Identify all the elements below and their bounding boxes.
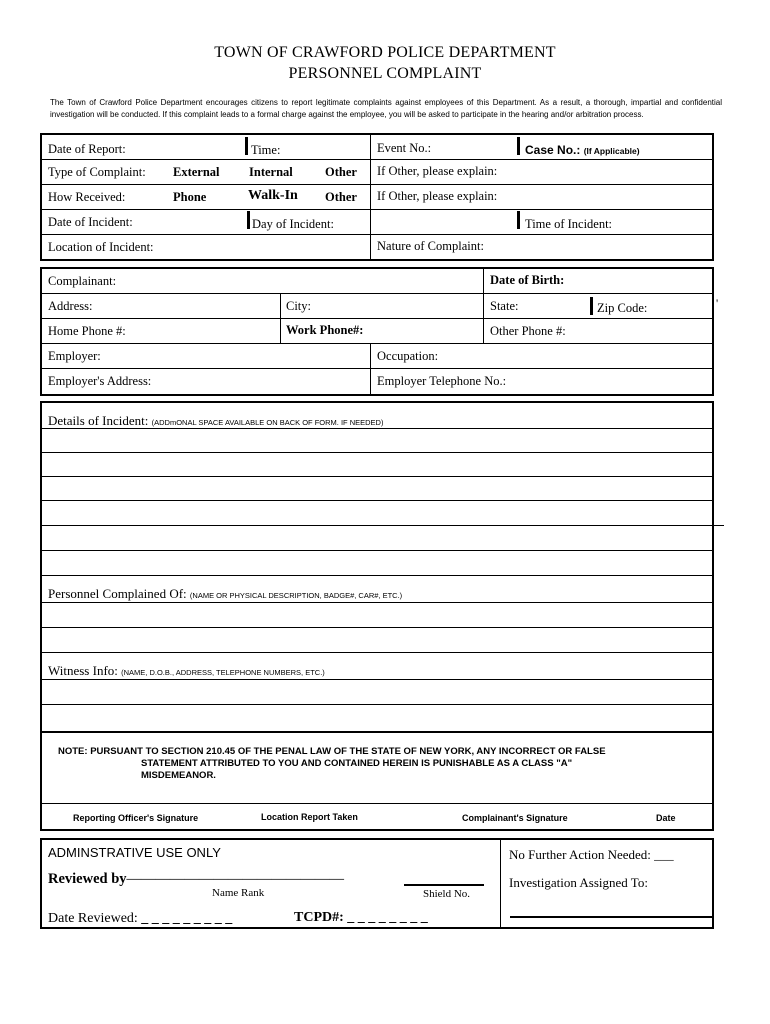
row-divider — [40, 293, 714, 294]
home-phone-field[interactable]: Home Phone #: — [48, 324, 126, 338]
margin-mark: ' — [716, 296, 719, 310]
row-divider — [40, 159, 714, 160]
section1-top-border — [40, 133, 714, 135]
column-divider — [370, 133, 371, 259]
field-marker — [517, 137, 520, 155]
column-divider — [280, 293, 281, 343]
section3-bottom-border — [40, 829, 714, 831]
complainant-signature-label: Complainant's Signature — [462, 813, 568, 823]
personnel-label-text: Personnel Complained Of: — [48, 586, 187, 601]
admin-column-divider — [500, 838, 501, 927]
row-divider — [40, 184, 714, 185]
if-other-explain-received-field[interactable]: If Other, please explain: — [377, 189, 498, 203]
time-field[interactable]: Time: — [251, 143, 281, 157]
form-title: TOWN OF CRAWFORD POLICE DEPARTMENT — [214, 44, 556, 61]
employer-address-field[interactable]: Employer's Address: — [48, 374, 152, 388]
row-divider — [40, 368, 714, 369]
zip-code-field[interactable]: Zip Code: — [597, 301, 648, 315]
city-field[interactable]: City: — [286, 299, 312, 313]
details-line[interactable] — [40, 452, 714, 453]
date-reviewed-field[interactable] — [48, 911, 232, 927]
option-other-type[interactable]: Other — [325, 165, 357, 179]
right-border — [712, 267, 714, 396]
witness-info-label — [48, 663, 325, 679]
occupation-field[interactable]: Occupation: — [377, 349, 439, 363]
details-line[interactable] — [40, 428, 714, 429]
section3-top-border — [40, 401, 714, 403]
section1-bottom-border — [40, 259, 714, 261]
details-line[interactable] — [40, 525, 724, 526]
event-no-field[interactable]: Event No.: — [377, 141, 432, 155]
witness-bottom-border — [40, 731, 714, 733]
personnel-note: (NAME OR PHYSICAL DESCRIPTION, BADGE#, CAR#, ETC.) — [189, 591, 403, 600]
field-marker — [247, 211, 250, 229]
legal-note-line3: MISDEMEANOR. — [141, 770, 216, 781]
employer-telephone-field[interactable]: Employer Telephone No.: — [377, 374, 507, 388]
no-further-action-field[interactable] — [509, 847, 674, 863]
field-marker — [590, 297, 593, 315]
case-no-field[interactable] — [525, 143, 640, 157]
date-of-birth-field[interactable]: Date of Birth: — [490, 273, 565, 287]
witness-line[interactable] — [40, 704, 714, 705]
work-phone-field[interactable]: Work Phone#: — [286, 323, 364, 337]
section2-bottom-border — [40, 394, 714, 396]
tcpd-field[interactable] — [294, 910, 428, 926]
details-line[interactable] — [40, 500, 714, 501]
legal-note-line2: STATEMENT ATTRIBUTED TO YOU AND CONTAINED HEREIN IS PUNISHABLE AS A CLASS "A" — [141, 758, 573, 769]
reviewed-by-dashes: ——————————————— — [126, 871, 345, 887]
date-of-incident-field[interactable]: Date of Incident: — [48, 215, 133, 229]
location-of-incident-field[interactable]: Location of Incident: — [48, 240, 154, 254]
reviewed-by-label: Reviewed by — [48, 871, 127, 887]
details-note: (ADDmONAL SPACE AVAILABLE ON BACK OF FORM. IF NEEDED) — [151, 418, 384, 427]
row-divider — [40, 318, 714, 319]
location-report-taken-label: Location Report Taken — [261, 812, 358, 822]
no-further-action-blank: ___ — [654, 847, 674, 862]
details-line[interactable] — [40, 575, 714, 576]
date-reviewed-blank: _ _ _ _ _ _ _ _ _ — [141, 911, 233, 926]
details-label-text: Details of Incident: — [48, 413, 149, 428]
signature-line[interactable] — [40, 803, 714, 804]
no-further-action-label: No Further Action Needed: — [509, 847, 651, 862]
admin-top-border — [40, 838, 714, 840]
legal-note-line1: NOTE: PURSUANT TO SECTION 210.45 OF THE PENAL LAW OF THE STATE OF NEW YORK, ANY INCORRECT OR FALSE — [58, 746, 606, 757]
details-line[interactable] — [40, 476, 714, 477]
witness-label-text: Witness Info: — [48, 663, 118, 678]
form-subtitle: PERSONNEL COMPLAINT — [288, 65, 482, 82]
if-other-explain-type-field[interactable]: If Other, please explain: — [377, 164, 498, 178]
left-border — [40, 401, 42, 831]
intro-paragraph: The Town of Crawford Police Department encourages citizens to report legitimate complaints against employees of this Department. As a result, a thorough, impartial and confidential investigation will be conducted. If this complaint leads to a formal charge against the employee, you will be asked to participate in the hearing and/or arbitration process. — [50, 98, 722, 119]
name-rank-label: Name Rank — [212, 887, 265, 899]
type-of-complaint-label: Type of Complaint: — [48, 165, 146, 179]
tcpd-label: TCPD#: — [294, 910, 344, 925]
day-of-incident-field[interactable]: Day of Incident: — [252, 217, 334, 231]
row-divider — [40, 209, 714, 210]
left-border — [40, 267, 42, 396]
witness-line[interactable] — [40, 679, 714, 680]
case-no-label: Case No.: — [525, 143, 581, 157]
admin-use-only-label: ADMINSTRATIVE USE ONLY — [48, 845, 221, 860]
option-walk-in[interactable]: Walk-In — [248, 188, 298, 203]
personnel-line[interactable] — [40, 602, 714, 603]
other-phone-field[interactable]: Other Phone #: — [490, 324, 566, 338]
field-marker — [517, 211, 520, 229]
date-reviewed-label: Date Reviewed: — [48, 911, 138, 926]
option-internal[interactable]: Internal — [249, 165, 293, 179]
how-received-label: How Received: — [48, 190, 126, 204]
details-line[interactable] — [40, 550, 714, 551]
tcpd-blank: _ _ _ _ _ _ _ _ — [347, 910, 428, 925]
reviewed-by-field[interactable] — [48, 871, 344, 888]
option-other-received[interactable]: Other — [325, 190, 357, 204]
investigation-assigned-field[interactable]: Investigation Assigned To: — [509, 875, 648, 890]
state-field[interactable]: State: — [490, 299, 519, 313]
complainant-field[interactable]: Complainant: — [48, 274, 117, 288]
witness-note: (NAME, D.O.B., ADDRESS, TELEPHONE NUMBERS, ETC.) — [121, 668, 325, 677]
left-border — [40, 133, 42, 261]
option-phone[interactable]: Phone — [173, 190, 207, 204]
right-border — [712, 401, 714, 831]
case-no-note: (If Applicable) — [583, 146, 640, 156]
right-border — [712, 133, 714, 261]
investigation-assigned-line[interactable] — [510, 916, 713, 918]
address-field[interactable]: Address: — [48, 299, 93, 313]
left-border — [40, 838, 42, 929]
row-divider — [40, 343, 714, 344]
personnel-line[interactable] — [40, 627, 714, 628]
shield-no-label: Shield No. — [423, 888, 471, 900]
personnel-complained-of-label — [48, 586, 402, 602]
details-of-incident-label — [48, 413, 383, 429]
field-marker — [245, 137, 248, 155]
signature-date-label: Date — [656, 813, 676, 823]
section2-top-border — [40, 267, 714, 269]
employer-field[interactable]: Employer: — [48, 349, 101, 363]
time-of-incident-field[interactable]: Time of Incident: — [525, 217, 613, 231]
admin-bottom-border — [40, 927, 714, 929]
row-divider — [40, 234, 714, 235]
column-divider — [483, 267, 484, 343]
column-divider — [370, 343, 371, 394]
date-of-report-field[interactable]: Date of Report: — [48, 142, 126, 156]
option-external[interactable]: External — [173, 165, 220, 179]
reporting-officer-signature-label: Reporting Officer's Signature — [73, 813, 199, 823]
shield-no-line[interactable] — [404, 884, 484, 886]
nature-of-complaint-field[interactable]: Nature of Complaint: — [377, 239, 484, 253]
personnel-line[interactable] — [40, 652, 714, 653]
